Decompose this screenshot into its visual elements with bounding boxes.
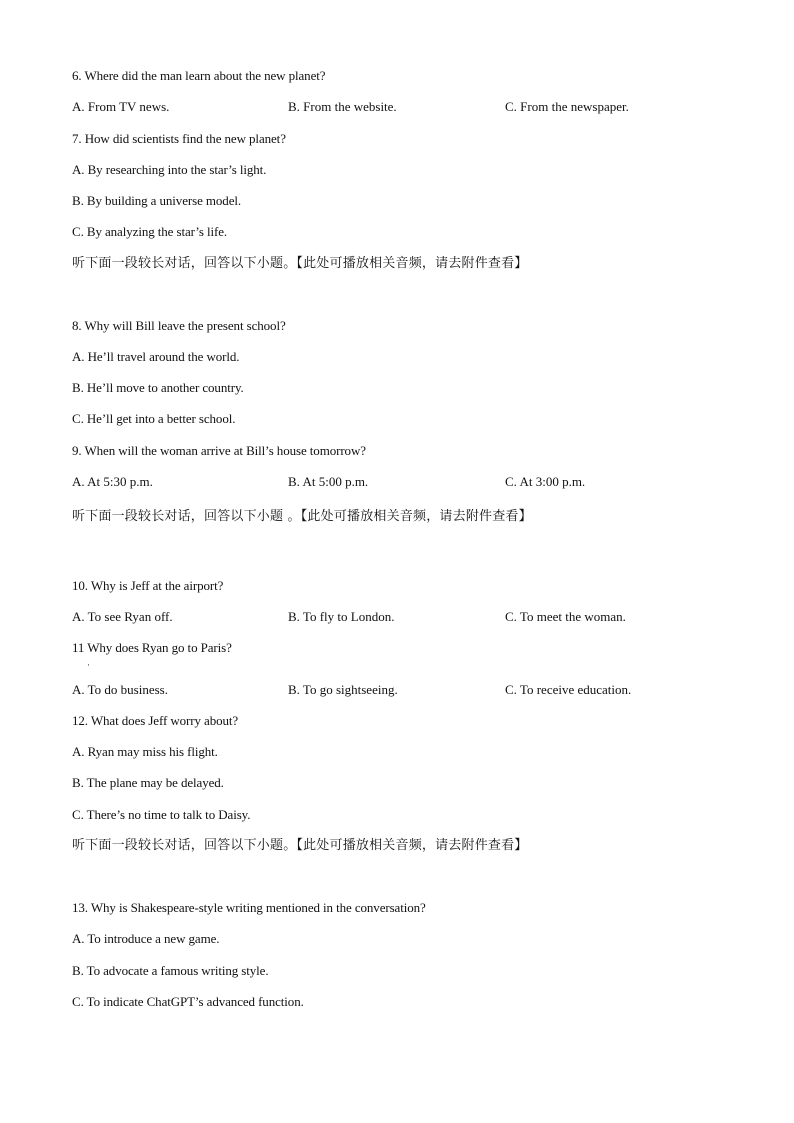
question-10-option-a: A. To see Ryan off. (72, 609, 173, 624)
question-6-option-a: A. From TV news. (72, 99, 170, 114)
question-8: 8. Why will Bill leave the present school? (72, 318, 286, 333)
listening-instruction-2: 听下面一段较长对话，回答以下小题 。【此处可播放相关音频，请去附件查看】 (72, 509, 532, 524)
question-12: 12. What does Jeff worry about? (72, 713, 239, 728)
question-9: 9. When will the woman arrive at Bill’s house tomorrow? (72, 443, 366, 458)
question-13-option-b: B. To advocate a famous writing style. (72, 963, 269, 978)
question-6-option-b: B. From the website. (288, 99, 397, 114)
question-12-option-c: C. There’s no time to talk to Daisy. (72, 807, 251, 822)
question-12-option-b: B. The plane may be delayed. (72, 775, 224, 790)
question-13: 13. Why is Shakespeare-style writing mentioned in the conversation? (72, 900, 426, 915)
question-11: 11 Why does Ryan go to Paris? (72, 640, 232, 655)
question-11-option-b: B. To go sightseeing. (288, 682, 398, 697)
question-6: 6. Where did the man learn about the new planet? (72, 68, 326, 83)
question-8-option-c: C. He’ll get into a better school. (72, 411, 236, 426)
question-7-option-a: A. By researching into the star’s light. (72, 162, 267, 177)
question-9-option-a: A. At 5:30 p.m. (72, 474, 153, 489)
listening-instruction-3: 听下面一段较长对话，回答以下小题。【此处可播放相关音频，请去附件查看】 (72, 838, 528, 853)
question-10-option-b: B. To fly to London. (288, 609, 395, 624)
question-11-option-c: C. To receive education. (505, 682, 632, 697)
question-9-option-c: C. At 3:00 p.m. (505, 474, 586, 489)
question-13-option-a: A. To introduce a new game. (72, 931, 220, 946)
question-10-option-c: C. To meet the woman. (505, 609, 626, 624)
question-11-option-a: A. To do business. (72, 682, 168, 697)
question-9-option-b: B. At 5:00 p.m. (288, 474, 369, 489)
question-12-option-a: A. Ryan may miss his flight. (72, 744, 218, 759)
question-6-option-c: C. From the newspaper. (505, 99, 629, 114)
question-8-option-b: B. He’ll move to another country. (72, 380, 244, 395)
question-13-option-c: C. To indicate ChatGPT’s advanced function. (72, 994, 304, 1009)
listening-instruction-1: 听下面一段较长对话，回答以下小题。【此处可播放相关音频，请去附件查看】 (72, 256, 528, 271)
question-7: 7. How did scientists find the new planet? (72, 131, 286, 146)
question-10: 10. Why is Jeff at the airport? (72, 578, 224, 593)
question-7-option-c: C. By analyzing the star’s life. (72, 224, 228, 239)
stray-dot: · (87, 660, 90, 670)
question-8-option-a: A. He’ll travel around the world. (72, 349, 240, 364)
question-7-option-b: B. By building a universe model. (72, 193, 242, 208)
